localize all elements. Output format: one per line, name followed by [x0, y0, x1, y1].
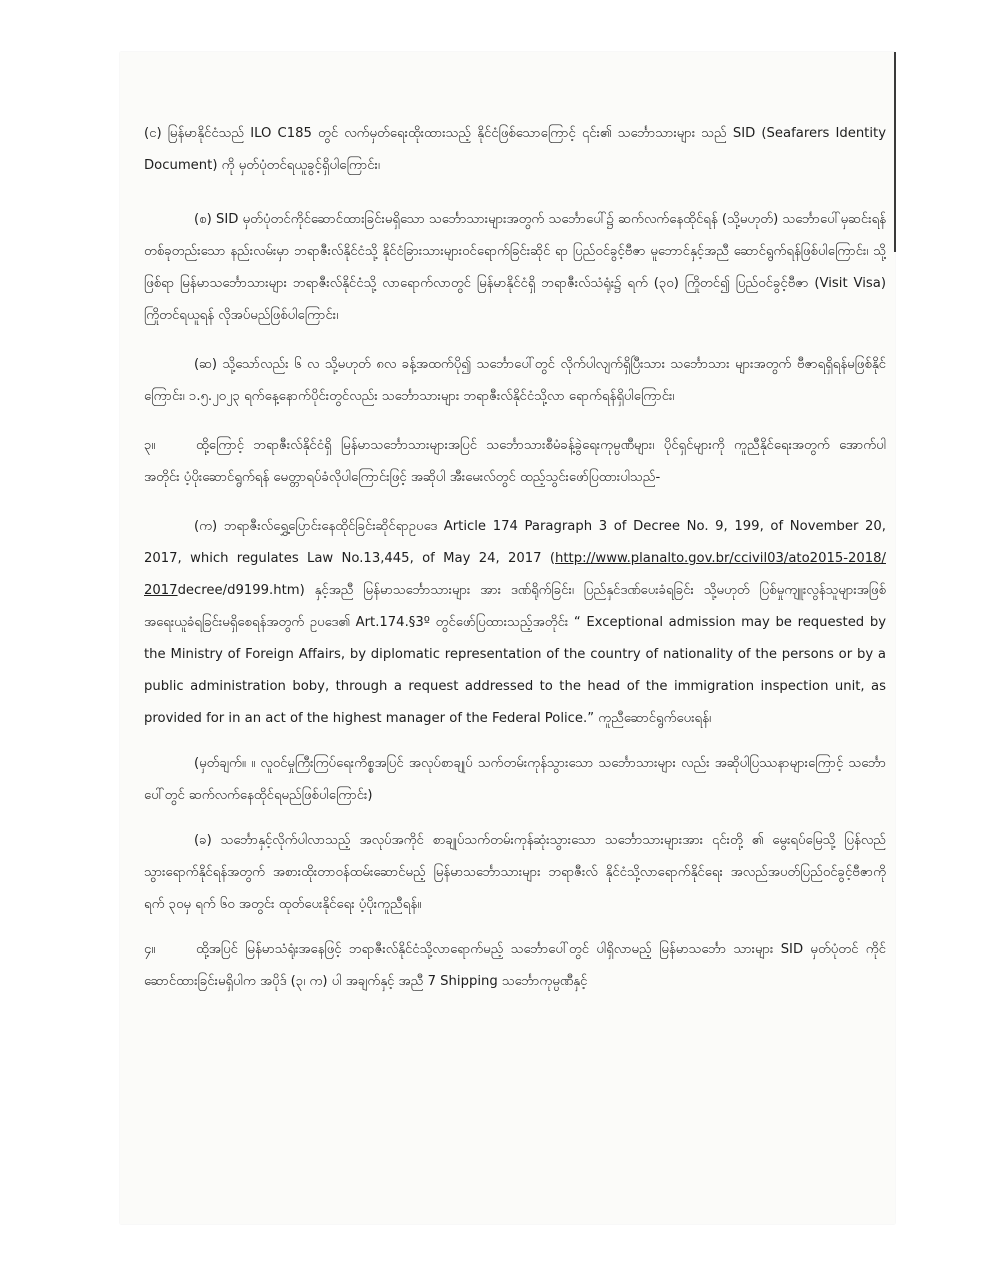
paragraph-ka [144, 511, 886, 735]
document-body [144, 118, 886, 998]
paragraph-ka-text-before: (က) ဘရာဇီးလ်ရွှေ့ပြောင်းနေထိုင်ခြင်းဆိုင်ရာဥပဒေ Article 174 Paragraph 3 of Decree No. 9, 199, of November 20, 2017, which regulates Law No.13,445, of May 24, 2017 ( [144, 519, 886, 566]
paragraph-ka-text-after: decree/d9199.htm) နှင့်အညီ မြန်မာသင်္ဘောသားများ အား ဒဏ်ရိုက်ခြင်း၊ ပြည်နှင်ဒဏ်ပေးခံရခြင်း သို့မဟုတ် ပြစ်မှုကျူးလွန်သူများအဖြစ် အရေးယူခံရခြင်းမရှိစေရန်အတွက် ဥပဒေ၏ Art.174.§3º တွင်ဖော်ပြထားသည့်အတိုင်း “ Exceptional admission may be requested by the Ministry of Foreign Affairs, by diplomatic representation of the country of nationality of the persons or by a public administration boby, through a request addressed to the head of the immigration inspection unit, as provided for in an act of the highest manager of the Federal Police.” ကူညီဆောင်ရွက်ပေးရန်၊ [144, 583, 886, 726]
scan-edge-shadow [894, 52, 896, 252]
paragraph-4-text: ထို့အပြင် မြန်မာသံရုံးအနေဖြင့် ဘရာဇီးလ်နိုင်ငံသို့လာရောက်မည့် သင်္ဘောပေါ်တွင် ပါရှိလာမည့် မြန်မာသင်္ဘော သားများ SID မှတ်ပုံတင် ကိုင်ဆောင်ထားခြင်းမရှိပါက အပိုဒ် (၃၊ က) ပါ အချက်နှင့် အညီ 7 Shipping သင်္ဘောကုမ္ပဏီနှင့် [144, 942, 886, 989]
paragraph-hsa: (ဆ) သို့သော်လည်း ၆ လ သို့မဟုတ် ၈လ ခန့်အထက်ပို၍ သင်္ဘောပေါ်တွင် လိုက်ပါလျက်ရှိပြီးသား သင်္ဘောသား များအတွက် ဗီဇာရရှိရန်မဖြစ်နိုင်ကြောင်း၊ ၁.၅.၂၀၂၃ ရက်နေ့နောက်ပိုင်းတွင်လည်း သင်္ဘောသားများ ဘရာဇီးလ်နိုင်ငံသို့လာ ရောက်ရန်ရှိပါကြောင်း၊ [144, 357, 886, 404]
law-reference-link[interactable]: http://www.planalto.gov.br/ccivil03/ato2015-2018/ 2017 [144, 551, 886, 598]
note-paragraph: (မှတ်ချက်။ ။ လူဝင်မှုကြီးကြပ်ရေးကိစ္စအပြင် အလုပ်စာချုပ် သက်တမ်းကုန်သွားသော သင်္ဘောသားများ လည်း အဆိုပါပြဿနာများကြောင့် သင်္ဘောပေါ်တွင် ဆက်လက်နေထိုင်ရမည်ဖြစ်ပါကြောင်း) [144, 756, 886, 803]
paragraph-number: ၃။ [144, 438, 156, 453]
paragraph-kha: (ခ) သင်္ဘောနှင့်လိုက်ပါလာသည့် အလုပ်အကိုင် စာချုပ်သက်တမ်းကုန်ဆုံးသွားသော သင်္ဘောသားများအား ၎င်းတို့ ၏ မွေးရပ်မြေသို့ ပြန်လည်သွားရောက်နိုင်ရန်အတွက် အစားထိုးတာဝန်ထမ်းဆောင်မည့် မြန်မာသင်္ဘောသားများ ဘရာဇီးလ် နိုင်ငံသို့လာရောက်နိုင်ရေး အလည်အပတ်ပြည်ဝင်ခွင့်ဗီဇာကို ရက် ၃၀မှ ရက် ၆၀ အတွင်း ထုတ်ပေးနိုင်ရေး ပံ့ပိုးကူညီရန်။ [144, 833, 886, 912]
paragraph-4 [144, 934, 886, 998]
document-page [120, 52, 895, 1224]
paragraph-3-text: ထို့ကြောင့် ဘရာဇီးလ်နိုင်ငံရှိ မြန်မာသင်္ဘောသားများအပြင် သင်္ဘောသားစီမံခန့်ခွဲရေးကုမ္ပဏီများ၊ ပိုင်ရှင်များကို ကူညီနိုင်ရေးအတွက် အောက်ပါအတိုင်း ပံ့ပိုးဆောင်ရွက်ရန် မေတ္တာရပ်ခံလိုပါကြောင်းဖြင့် အဆိုပါ အီးမေးလ်တွင် ထည့်သွင်းဖော်ပြထားပါသည်- [144, 438, 886, 485]
paragraph-nga: (င) မြန်မာနိုင်ငံသည် ILO C185 တွင် လက်မှတ်ရေးထိုးထားသည့် နိုင်ငံဖြစ်သောကြောင့် ၎င်း၏ သင်္ဘောသားများ သည် SID (Seafarers Identity Document) ကို မှတ်ပုံတင်ရယူခွင့်ရှိပါကြောင်း၊ [144, 126, 886, 173]
paragraph-number: ၄။ [144, 942, 156, 957]
paragraph-3 [144, 430, 886, 494]
paragraph-sa: (စ) SID မှတ်ပုံတင်ကိုင်ဆောင်ထားခြင်းမရှိသော သင်္ဘောသားများအတွက် သင်္ဘောပေါ်၌ ဆက်လက်နေထိုင်ရန် (သို့မဟုတ်) သင်္ဘောပေါ်မှဆင်းရန် တစ်ခုတည်းသော နည်းလမ်းမှာ ဘရာဇီးလ်နိုင်ငံသို့ နိုင်ငံခြားသားများဝင်ရောက်ခြင်းဆိုင် ရာ ပြည်ဝင်ခွင့်ဗီဇာ မူဘောင်နှင့်အညီ ဆောင်ရွက်ရန်ဖြစ်ပါကြောင်း၊ သို့ဖြစ်ရာ မြန်မာသင်္ဘောသားများ ဘရာဇီးလ်နိုင်ငံသို့ လာရောက်လာတွင် မြန်မာနိုင်ငံရှိ ဘရာဇီးလ်သံရုံး၌ ရက် (၃၀) ကြိုတင်၍ ပြည်ဝင်ခွင့်ဗီဇာ (Visit Visa) ကြိုတင်ရယူရန် လိုအပ်မည်ဖြစ်ပါကြောင်း၊ [144, 212, 886, 323]
